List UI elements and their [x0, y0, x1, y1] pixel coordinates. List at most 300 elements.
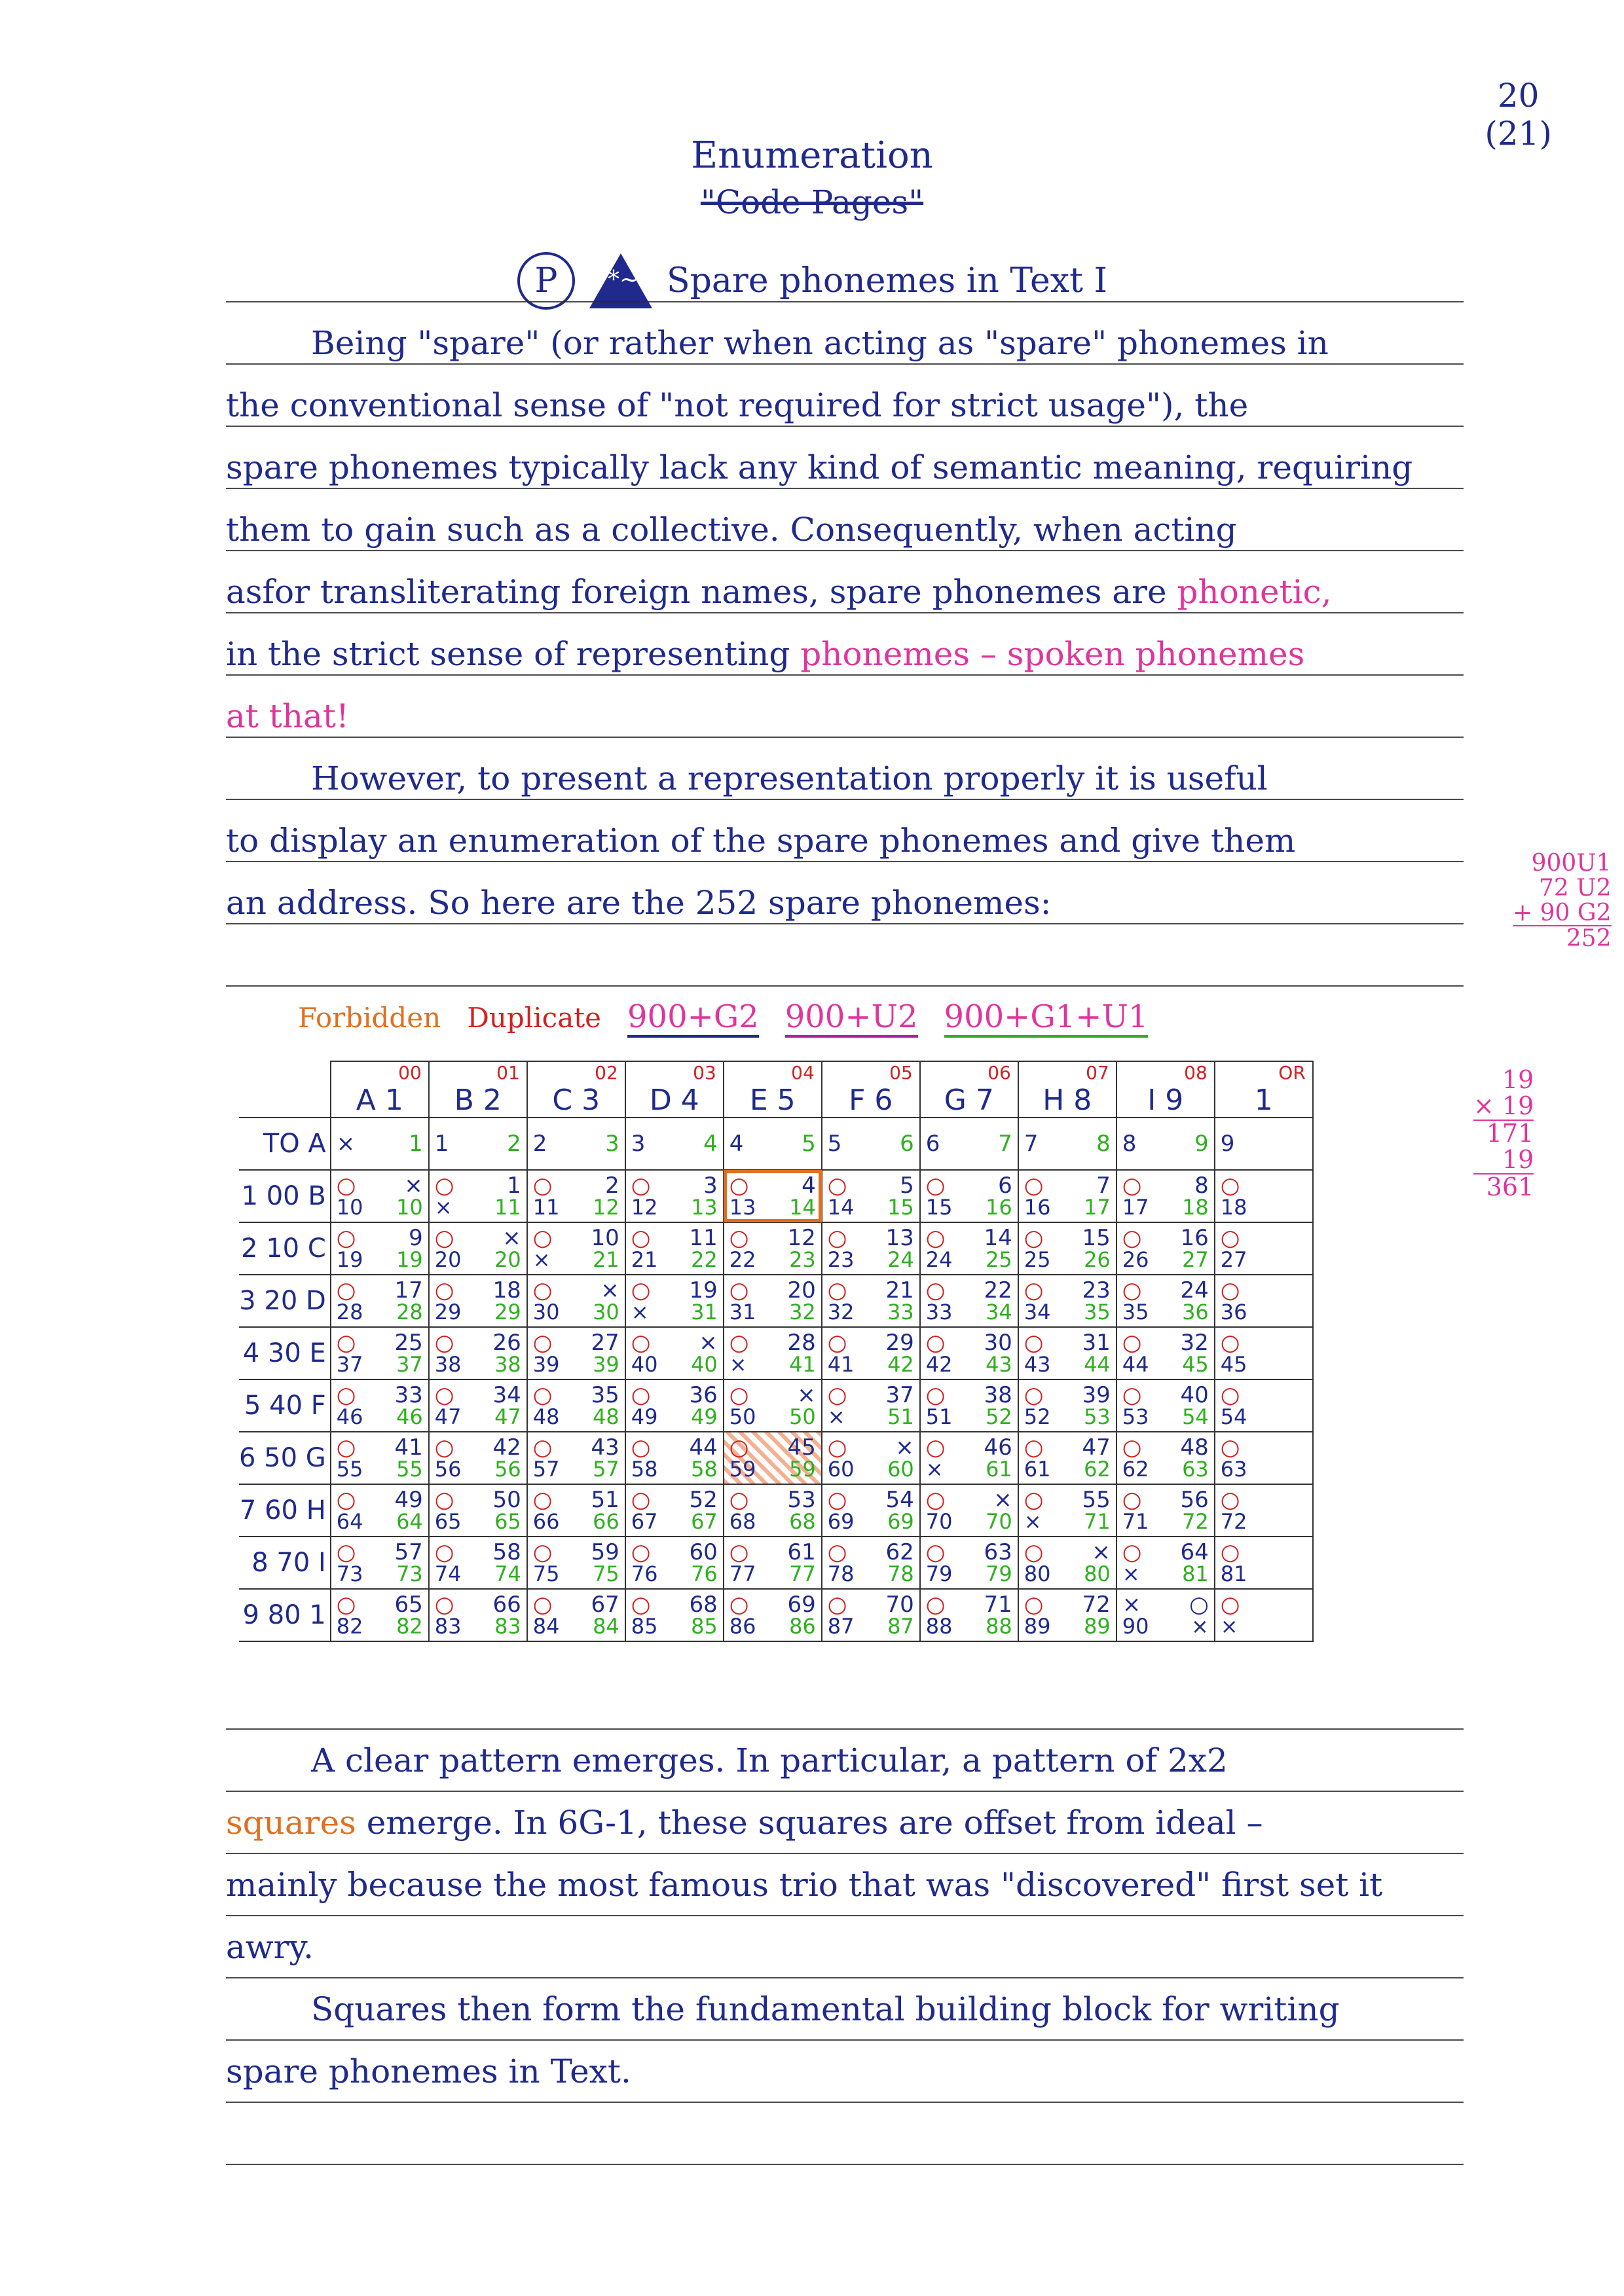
ruled-line: [226, 1791, 1464, 1792]
cell-index: 38: [434, 1352, 462, 1377]
column-header: [625, 1061, 724, 1118]
cell-number: 4: [802, 1173, 816, 1199]
grid-corner: [239, 1061, 331, 1118]
cell-index: 57: [532, 1457, 560, 1482]
paragraph1-line: spare phonemes typically lack any kind of semantic meaning, requiring: [226, 448, 1413, 486]
cell-index: 20: [434, 1247, 462, 1272]
cell-index: 34: [1024, 1300, 1051, 1324]
cell-mark: ○: [1024, 1330, 1044, 1356]
grid-cell: [625, 1537, 724, 1589]
cell-number: 64: [1180, 1539, 1209, 1565]
cell-index: ×: [1024, 1509, 1042, 1534]
calc-line: 361: [1473, 1173, 1534, 1201]
cell-index: 35: [1122, 1300, 1149, 1324]
cell-number: 15: [1082, 1225, 1111, 1251]
grid-cell: [1018, 1484, 1116, 1537]
grid-cell: [1018, 1432, 1116, 1484]
column-code: 02: [595, 1062, 618, 1084]
cell-index: 32: [827, 1300, 855, 1324]
cell-number: 39: [1082, 1382, 1111, 1408]
cell-mark: ○: [729, 1539, 749, 1565]
cell-number: 6: [998, 1173, 1012, 1199]
grid-row: [239, 1222, 1313, 1275]
grid-cell: [527, 1118, 625, 1170]
grid-cell: [724, 1222, 822, 1275]
cell-number: 3: [605, 1131, 619, 1157]
cell-index-green: 32: [789, 1300, 816, 1324]
cell-index: 70: [925, 1509, 953, 1534]
cell-index-green: 29: [494, 1300, 521, 1324]
cell-index-green: 27: [1182, 1247, 1209, 1272]
grid-cell: [724, 1537, 822, 1589]
cell-mark: ○: [336, 1330, 356, 1356]
cell-mark: ○: [925, 1592, 946, 1618]
cell-index-green: 47: [494, 1404, 521, 1429]
cell-mark: ○: [434, 1173, 454, 1199]
cell-number: ×: [404, 1173, 423, 1199]
cell-index: 12: [631, 1195, 658, 1220]
column-label: B 2: [454, 1084, 502, 1117]
cell-mark: ○: [925, 1539, 946, 1565]
cell-mark: ○: [532, 1225, 553, 1251]
cell-index: 67: [631, 1509, 658, 1534]
cell-index: 73: [336, 1561, 363, 1586]
paragraph1-line: [226, 635, 1470, 673]
cell-index-green: 63: [1182, 1457, 1209, 1482]
paragraph1-line-text: in the strict sense of representing: [226, 635, 790, 673]
cell-number: 46: [984, 1434, 1012, 1461]
cell-index-green: 25: [986, 1247, 1012, 1272]
cell-number: 16: [1180, 1225, 1209, 1251]
cell-number: 63: [984, 1539, 1012, 1565]
cell-number: 35: [591, 1382, 619, 1408]
cell-index-green: 74: [494, 1561, 521, 1586]
cell-mark: 4: [729, 1131, 744, 1157]
cell-index: 74: [434, 1561, 462, 1586]
cell-number: 8: [1194, 1173, 1209, 1199]
ruled-line: [226, 301, 1464, 302]
cell-mark: ○: [1220, 1382, 1240, 1408]
grid-cell: [724, 1432, 822, 1484]
grid-cell: [920, 1379, 1018, 1432]
paragraph3-line: A clear pattern emerges. In particular, a pattern of 2x2: [311, 1741, 1228, 1779]
cell-mark: ○: [434, 1539, 454, 1565]
grid-cell: [822, 1170, 920, 1222]
column-label: D 4: [649, 1084, 699, 1117]
cell-number: 11: [689, 1225, 718, 1251]
grid-cell: [625, 1589, 724, 1641]
column-label: C 3: [552, 1084, 600, 1117]
cell-index-green: 39: [593, 1352, 619, 1377]
cell-mark: ○: [827, 1225, 847, 1251]
cell-number: 10: [591, 1225, 619, 1251]
cell-mark: ○: [434, 1225, 454, 1251]
cell-index: 28: [336, 1300, 363, 1324]
grid-cell: [920, 1170, 1018, 1222]
cell-index-green: 31: [691, 1300, 718, 1324]
grid-cell: [1018, 1118, 1116, 1170]
cell-index-green: 41: [789, 1352, 816, 1377]
grid-cell: [625, 1222, 724, 1275]
cell-mark: ○: [925, 1173, 946, 1199]
paragraph3-line: [226, 1804, 1470, 1842]
cell-mark: ○: [336, 1382, 356, 1408]
cell-index: ×: [434, 1195, 452, 1220]
paragraph1-line-text: asfor transliterating foreign names, spare phonemes are: [226, 573, 1167, 611]
cell-index: 68: [729, 1509, 756, 1534]
triangle-symbol-icon: *~: [589, 253, 652, 308]
cell-index-green: 37: [396, 1352, 423, 1377]
grid-cell: [920, 1537, 1018, 1589]
cell-number: 32: [1180, 1330, 1209, 1356]
cell-index-green: 84: [593, 1614, 619, 1639]
cell-index-green: 65: [494, 1509, 521, 1534]
spare-phoneme-grid: [239, 1061, 1314, 1642]
grid-cell: [331, 1275, 429, 1327]
cell-number: 26: [492, 1330, 521, 1356]
cell-number: 29: [885, 1330, 914, 1356]
cell-index-green: 51: [887, 1404, 914, 1429]
cell-index: 79: [925, 1561, 953, 1586]
column-code: 01: [496, 1062, 520, 1084]
cell-index-green: 28: [396, 1300, 423, 1324]
cell-index: 72: [1220, 1509, 1247, 1534]
cell-number: 69: [787, 1592, 816, 1618]
grid-cell: [724, 1484, 822, 1537]
cell-mark: ○: [631, 1173, 651, 1199]
cell-index-green: 86: [789, 1614, 816, 1639]
grid-cell: [822, 1537, 920, 1589]
cell-index: 17: [1122, 1195, 1149, 1220]
cell-index-green: 55: [396, 1457, 423, 1482]
cell-mark: ○: [1024, 1434, 1044, 1461]
grid-cell: [1116, 1275, 1215, 1327]
column-header: [1018, 1061, 1116, 1118]
cell-mark: ○: [827, 1487, 847, 1513]
column-code: 08: [1184, 1062, 1208, 1084]
cell-index: 21: [631, 1247, 658, 1272]
cell-index: 82: [336, 1614, 363, 1639]
cell-index-green: 38: [494, 1352, 521, 1377]
legend-u2: 900+U2: [785, 998, 918, 1038]
cell-index-green: 15: [887, 1195, 914, 1220]
cell-number: 45: [787, 1434, 816, 1461]
cell-index-green: 13: [691, 1195, 718, 1220]
cell-index-green: 52: [986, 1404, 1012, 1429]
cell-mark: ○: [1024, 1539, 1044, 1565]
cell-number: ×: [993, 1487, 1012, 1513]
cell-index-green: 77: [789, 1561, 816, 1586]
cell-number: 22: [984, 1277, 1012, 1303]
cell-index: 10: [336, 1195, 363, 1220]
grid-legend: [298, 998, 1148, 1038]
cell-mark: ○: [729, 1592, 749, 1618]
cell-index-green: 67: [691, 1509, 718, 1534]
row-label: 3 20 D: [239, 1275, 331, 1327]
grid-cell: [429, 1327, 527, 1379]
grid-cell: [1116, 1432, 1215, 1484]
cell-index: 13: [729, 1195, 756, 1220]
grid-cell: [429, 1537, 527, 1589]
cell-mark: ○: [1122, 1330, 1142, 1356]
cell-index-green: 57: [593, 1457, 619, 1482]
calc-line: 19: [1502, 1144, 1534, 1174]
cell-index: 37: [336, 1352, 363, 1377]
cell-index-green: 56: [494, 1457, 521, 1482]
cell-index: 75: [532, 1561, 560, 1586]
row-label: 8 70 I: [239, 1537, 331, 1589]
column-header: [724, 1061, 822, 1118]
grid-cell: [527, 1327, 625, 1379]
cell-mark: ○: [532, 1173, 553, 1199]
grid-cell: [1116, 1484, 1215, 1537]
grid-cell: [527, 1170, 625, 1222]
cell-mark: ○: [532, 1330, 553, 1356]
cell-number: 34: [492, 1382, 521, 1408]
grid-cell: [1215, 1589, 1313, 1641]
grid-cell: [429, 1432, 527, 1484]
p-circle-icon: P: [517, 252, 575, 310]
cell-number: 59: [591, 1539, 619, 1565]
cell-mark: ○: [1122, 1539, 1142, 1565]
cell-index-green: 40: [691, 1352, 718, 1377]
calc-line: 171: [1473, 1120, 1534, 1147]
cell-index: 31: [729, 1300, 756, 1324]
cell-number: 41: [394, 1434, 423, 1461]
grid-cell: [724, 1589, 822, 1641]
cell-index-green: 80: [1084, 1561, 1111, 1586]
cell-index-green: 35: [1084, 1300, 1111, 1324]
grid-cell: [625, 1118, 724, 1170]
ruled-line: [226, 426, 1464, 427]
cell-index-green: 12: [593, 1195, 619, 1220]
cell-number: 43: [591, 1434, 619, 1461]
cell-mark: ○: [1122, 1434, 1142, 1461]
cell-mark: ○: [336, 1434, 356, 1461]
column-header: [331, 1061, 429, 1118]
cell-mark: ○: [925, 1487, 946, 1513]
cell-index: ×: [1122, 1561, 1140, 1586]
cell-number: 51: [591, 1487, 619, 1513]
grid-cell: [527, 1432, 625, 1484]
cell-mark: ○: [1024, 1277, 1044, 1303]
cell-index: 81: [1220, 1561, 1247, 1586]
cell-index: 63: [1220, 1457, 1247, 1482]
cell-index-green: 60: [887, 1457, 914, 1482]
cell-number: 67: [591, 1592, 619, 1618]
cell-number: 9: [409, 1225, 423, 1251]
cell-number: 37: [885, 1382, 914, 1408]
grid-cell: [331, 1537, 429, 1589]
ruled-line: [226, 674, 1464, 676]
grid-cell: [822, 1379, 920, 1432]
cell-number: 57: [394, 1539, 423, 1565]
grid-cell: [920, 1327, 1018, 1379]
cell-index: 50: [729, 1404, 756, 1429]
cell-mark: ○: [729, 1277, 749, 1303]
legend-duplicate: Duplicate: [467, 1002, 601, 1034]
section-heading-text: Spare phonemes in Text I: [667, 261, 1108, 301]
cell-index-green: 89: [1084, 1614, 1111, 1639]
grid-cell: [920, 1484, 1018, 1537]
paragraph1-line: Being "spare" (or rather when acting as "spare" phonemes in: [311, 324, 1329, 362]
cell-mark: 1: [434, 1131, 449, 1157]
cell-index: 40: [631, 1352, 658, 1377]
cell-mark: ○: [925, 1225, 946, 1251]
cell-index: 76: [631, 1561, 658, 1586]
squares-word: squares: [226, 1804, 356, 1842]
ruled-line: [226, 1728, 1464, 1730]
cell-index-green: 11: [494, 1195, 521, 1220]
cell-index-green: 72: [1182, 1509, 1209, 1534]
cell-index: 48: [532, 1404, 560, 1429]
cell-index: 88: [925, 1614, 953, 1639]
ruled-line: [226, 1853, 1464, 1854]
cell-index: 71: [1122, 1509, 1149, 1534]
cell-mark: ○: [434, 1434, 454, 1461]
cell-index: 58: [631, 1457, 658, 1482]
row-label: 2 10 C: [239, 1222, 331, 1275]
grid-cell: [527, 1379, 625, 1432]
cell-index: 77: [729, 1561, 756, 1586]
cell-index-green: 81: [1182, 1561, 1209, 1586]
spoken-phonemes-text: phonemes – spoken phonemes: [800, 635, 1305, 673]
ruled-line: [226, 550, 1464, 551]
grid-cell: [527, 1484, 625, 1537]
cell-mark: ○: [631, 1330, 651, 1356]
cell-mark: ○: [729, 1434, 749, 1461]
cell-index-green: 10: [396, 1195, 423, 1220]
grid-cell: [822, 1589, 920, 1641]
cell-number: ×: [895, 1434, 914, 1461]
cell-index-green: ×: [1190, 1614, 1209, 1639]
cell-index: 55: [336, 1457, 363, 1482]
paragraph4-line: spare phonemes in Text.: [226, 2052, 631, 2090]
cell-index: 19: [336, 1247, 363, 1272]
cell-index-green: 20: [494, 1247, 521, 1272]
grid-row: [239, 1118, 1313, 1170]
cell-index: 41: [827, 1352, 855, 1377]
ruled-line: [226, 2164, 1464, 2165]
grid-cell: [331, 1118, 429, 1170]
cell-mark: ○: [925, 1330, 946, 1356]
cell-mark: ○: [827, 1592, 847, 1618]
cell-index: 27: [1220, 1247, 1247, 1272]
page-number-current: 20: [1497, 77, 1540, 115]
grid-cell: [429, 1484, 527, 1537]
page-number-previous: (21): [1485, 114, 1552, 153]
grid-cell: [1116, 1379, 1215, 1432]
paragraph1-line: the conventional sense of "not required for strict usage"), the: [226, 386, 1249, 424]
cell-mark: ×: [336, 1131, 356, 1157]
grid-cell: [822, 1222, 920, 1275]
cell-index: ×: [631, 1300, 649, 1324]
cell-number: 1: [409, 1131, 423, 1157]
cell-index-green: 62: [1084, 1457, 1111, 1482]
column-header: [822, 1061, 920, 1118]
grid-cell: [1215, 1537, 1313, 1589]
cell-mark: ○: [1220, 1173, 1240, 1199]
cell-index: 18: [1220, 1195, 1247, 1220]
cell-mark: ○: [631, 1592, 651, 1618]
cell-index-green: 42: [887, 1352, 914, 1377]
cell-mark: ○: [1024, 1592, 1044, 1618]
grid-cell: [527, 1589, 625, 1641]
grid-cell: [429, 1379, 527, 1432]
cell-number: 21: [885, 1277, 914, 1303]
cell-mark: ○: [1220, 1225, 1240, 1251]
cell-number: 5: [802, 1131, 816, 1157]
cell-number: 38: [984, 1382, 1012, 1408]
cell-mark: ○: [925, 1382, 946, 1408]
cell-mark: ○: [532, 1592, 553, 1618]
cell-mark: ○: [729, 1225, 749, 1251]
calc-line: 900U1: [1531, 850, 1612, 877]
cell-number: 60: [689, 1539, 718, 1565]
calc-line: 72 U2: [1539, 874, 1612, 902]
column-label: E 5: [749, 1084, 796, 1117]
cell-number: 1: [507, 1173, 521, 1199]
grid-cell: [920, 1589, 1018, 1641]
cell-index-green: 66: [593, 1509, 619, 1534]
cell-mark: 8: [1122, 1131, 1137, 1157]
cell-index: 89: [1024, 1614, 1051, 1639]
cell-number: 2: [507, 1131, 521, 1157]
grid-cell: [625, 1379, 724, 1432]
cell-number: 17: [394, 1277, 423, 1303]
cell-number: ×: [600, 1277, 619, 1303]
ruled-line: [226, 861, 1464, 862]
row-label: TO A: [239, 1118, 331, 1170]
cell-mark: ○: [1220, 1592, 1240, 1618]
cell-mark: ○: [631, 1382, 651, 1408]
cell-index: ×: [532, 1247, 551, 1272]
cell-mark: 6: [925, 1131, 940, 1157]
cell-index-green: 45: [1182, 1352, 1209, 1377]
column-code: 03: [693, 1062, 716, 1084]
cell-number: 36: [689, 1382, 718, 1408]
cell-index-green: 44: [1084, 1352, 1111, 1377]
grid-cell: [822, 1484, 920, 1537]
cell-mark: ○: [1122, 1173, 1142, 1199]
column-code: OR: [1278, 1062, 1306, 1084]
cell-mark: ○: [729, 1173, 749, 1199]
grid-cell: [1116, 1222, 1215, 1275]
cell-index: 66: [532, 1509, 560, 1534]
page-title: Enumeration: [691, 134, 933, 177]
cell-number: 52: [689, 1487, 718, 1513]
grid-cell: [625, 1170, 724, 1222]
cell-index: 53: [1122, 1404, 1149, 1429]
cell-number: 48: [1180, 1434, 1209, 1461]
cell-mark: ○: [1024, 1382, 1044, 1408]
cell-index: 86: [729, 1614, 756, 1639]
grid-row: [239, 1484, 1313, 1537]
cell-mark: ○: [729, 1487, 749, 1513]
row-label: 5 40 F: [239, 1379, 331, 1432]
grid-cell: [1215, 1118, 1313, 1170]
cell-index: 42: [925, 1352, 953, 1377]
cell-index-green: 21: [593, 1247, 619, 1272]
cell-number: 65: [394, 1592, 423, 1618]
grid-cell: [331, 1170, 429, 1222]
row-label: 7 60 H: [239, 1484, 331, 1537]
cell-mark: ○: [729, 1330, 749, 1356]
grid-cell: [1215, 1170, 1313, 1222]
grid-cell: [429, 1170, 527, 1222]
cell-index-green: 75: [593, 1561, 619, 1586]
column-header: [1215, 1061, 1313, 1118]
